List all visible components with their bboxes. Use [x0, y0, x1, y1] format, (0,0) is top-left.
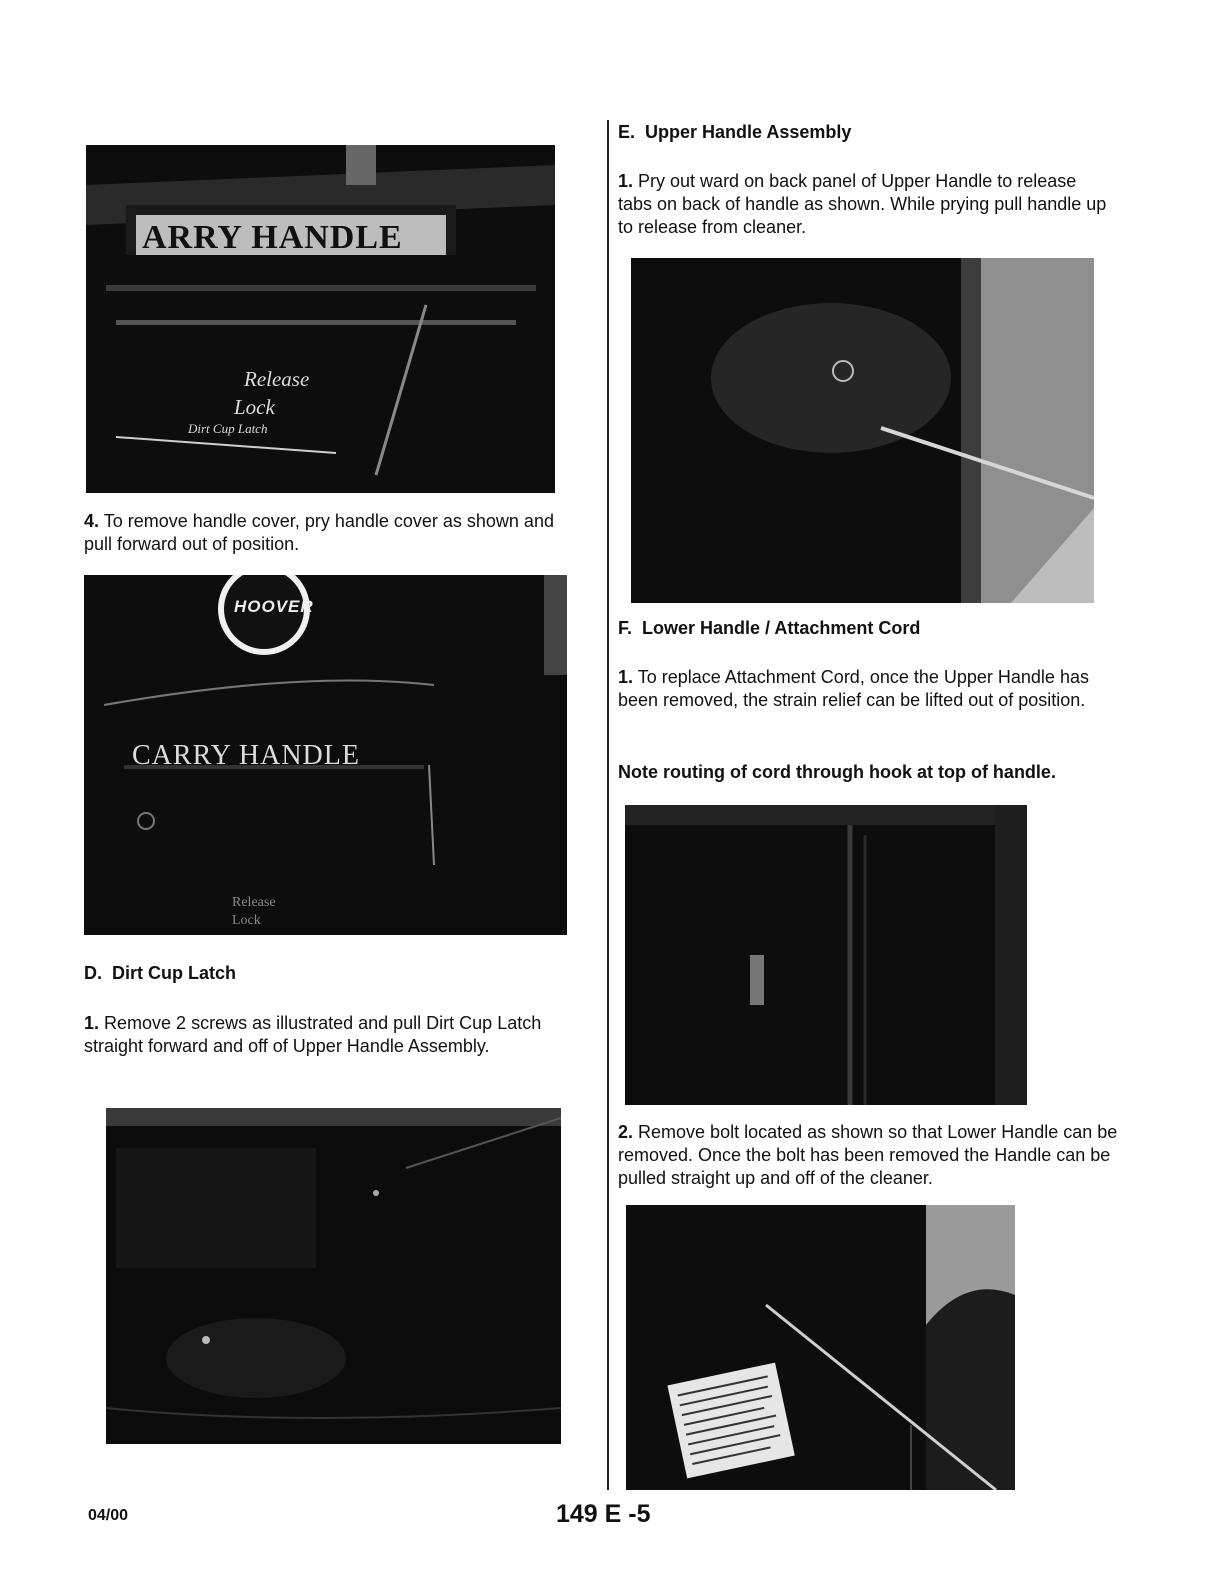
carry-handle-label: ARRY HANDLE — [142, 219, 403, 256]
lock-label-2: Lock — [232, 913, 261, 928]
section-f-step-2 — [618, 1121, 1118, 1190]
photo-handle-cover — [84, 575, 567, 935]
step-4-number: 4. — [84, 511, 100, 531]
hoover-logo: HOOVER — [234, 597, 314, 616]
photo-cord-routing — [625, 805, 1027, 1105]
section-e-step-1 — [618, 170, 1113, 239]
carry-handle-label-2: CARRY HANDLE — [132, 740, 360, 771]
photo-carry-handle-closeup — [86, 145, 555, 493]
page-number: 149 E -5 — [556, 1500, 651, 1528]
section-f-step-1-number: 1. — [618, 667, 634, 687]
step-4-text — [84, 510, 579, 556]
cord-routing-note: Note routing of cord through hook at top of handle. — [618, 762, 1056, 782]
section-d-heading: D. Dirt Cup Latch — [84, 963, 236, 983]
release-label-2: Release — [232, 895, 276, 910]
section-f-step-2-body: Remove bolt located as shown so that Lower Handle can be removed. Once the bolt has been removed the Handle can be pulled straight up and off of the cleaner. — [618, 1122, 1118, 1188]
section-d-step-1-body: Remove 2 screws as illustrated and pull Dirt Cup Latch straight forward and off of Upper Handle Assembly. — [84, 1013, 542, 1056]
column-divider — [607, 120, 609, 1490]
photo-lower-handle-bolt — [626, 1205, 1015, 1490]
section-e-step-1-body: Pry out ward on back panel of Upper Handle to release tabs on back of handle as shown. While prying pull handle up to release from cleaner. — [618, 171, 1107, 237]
release-label: Release — [244, 367, 310, 391]
section-f-step-1-body: To replace Attachment Cord, once the Upper Handle has been removed, the strain relief can be lifted out of position. — [618, 667, 1089, 710]
section-f-step-2-number: 2. — [618, 1122, 634, 1142]
lock-label: Lock — [234, 395, 275, 419]
section-d-step-1-number: 1. — [84, 1013, 100, 1033]
section-d-step-1 — [84, 1012, 554, 1058]
section-f-heading: F. Lower Handle / Attachment Cord — [618, 618, 921, 638]
footer-date: 04/00 — [88, 1507, 129, 1524]
dirt-cup-latch-label: Dirt Cup Latch — [188, 421, 268, 436]
section-e-step-1-number: 1. — [618, 171, 634, 191]
step-4-body: To remove handle cover, pry handle cover as shown and pull forward out of position. — [84, 511, 554, 554]
photo-upper-handle-pry — [631, 258, 1094, 603]
section-f-step-1 — [618, 666, 1113, 712]
photo-dirt-cup-latch-screws — [106, 1108, 561, 1444]
section-e-heading: E. Upper Handle Assembly — [618, 122, 852, 142]
